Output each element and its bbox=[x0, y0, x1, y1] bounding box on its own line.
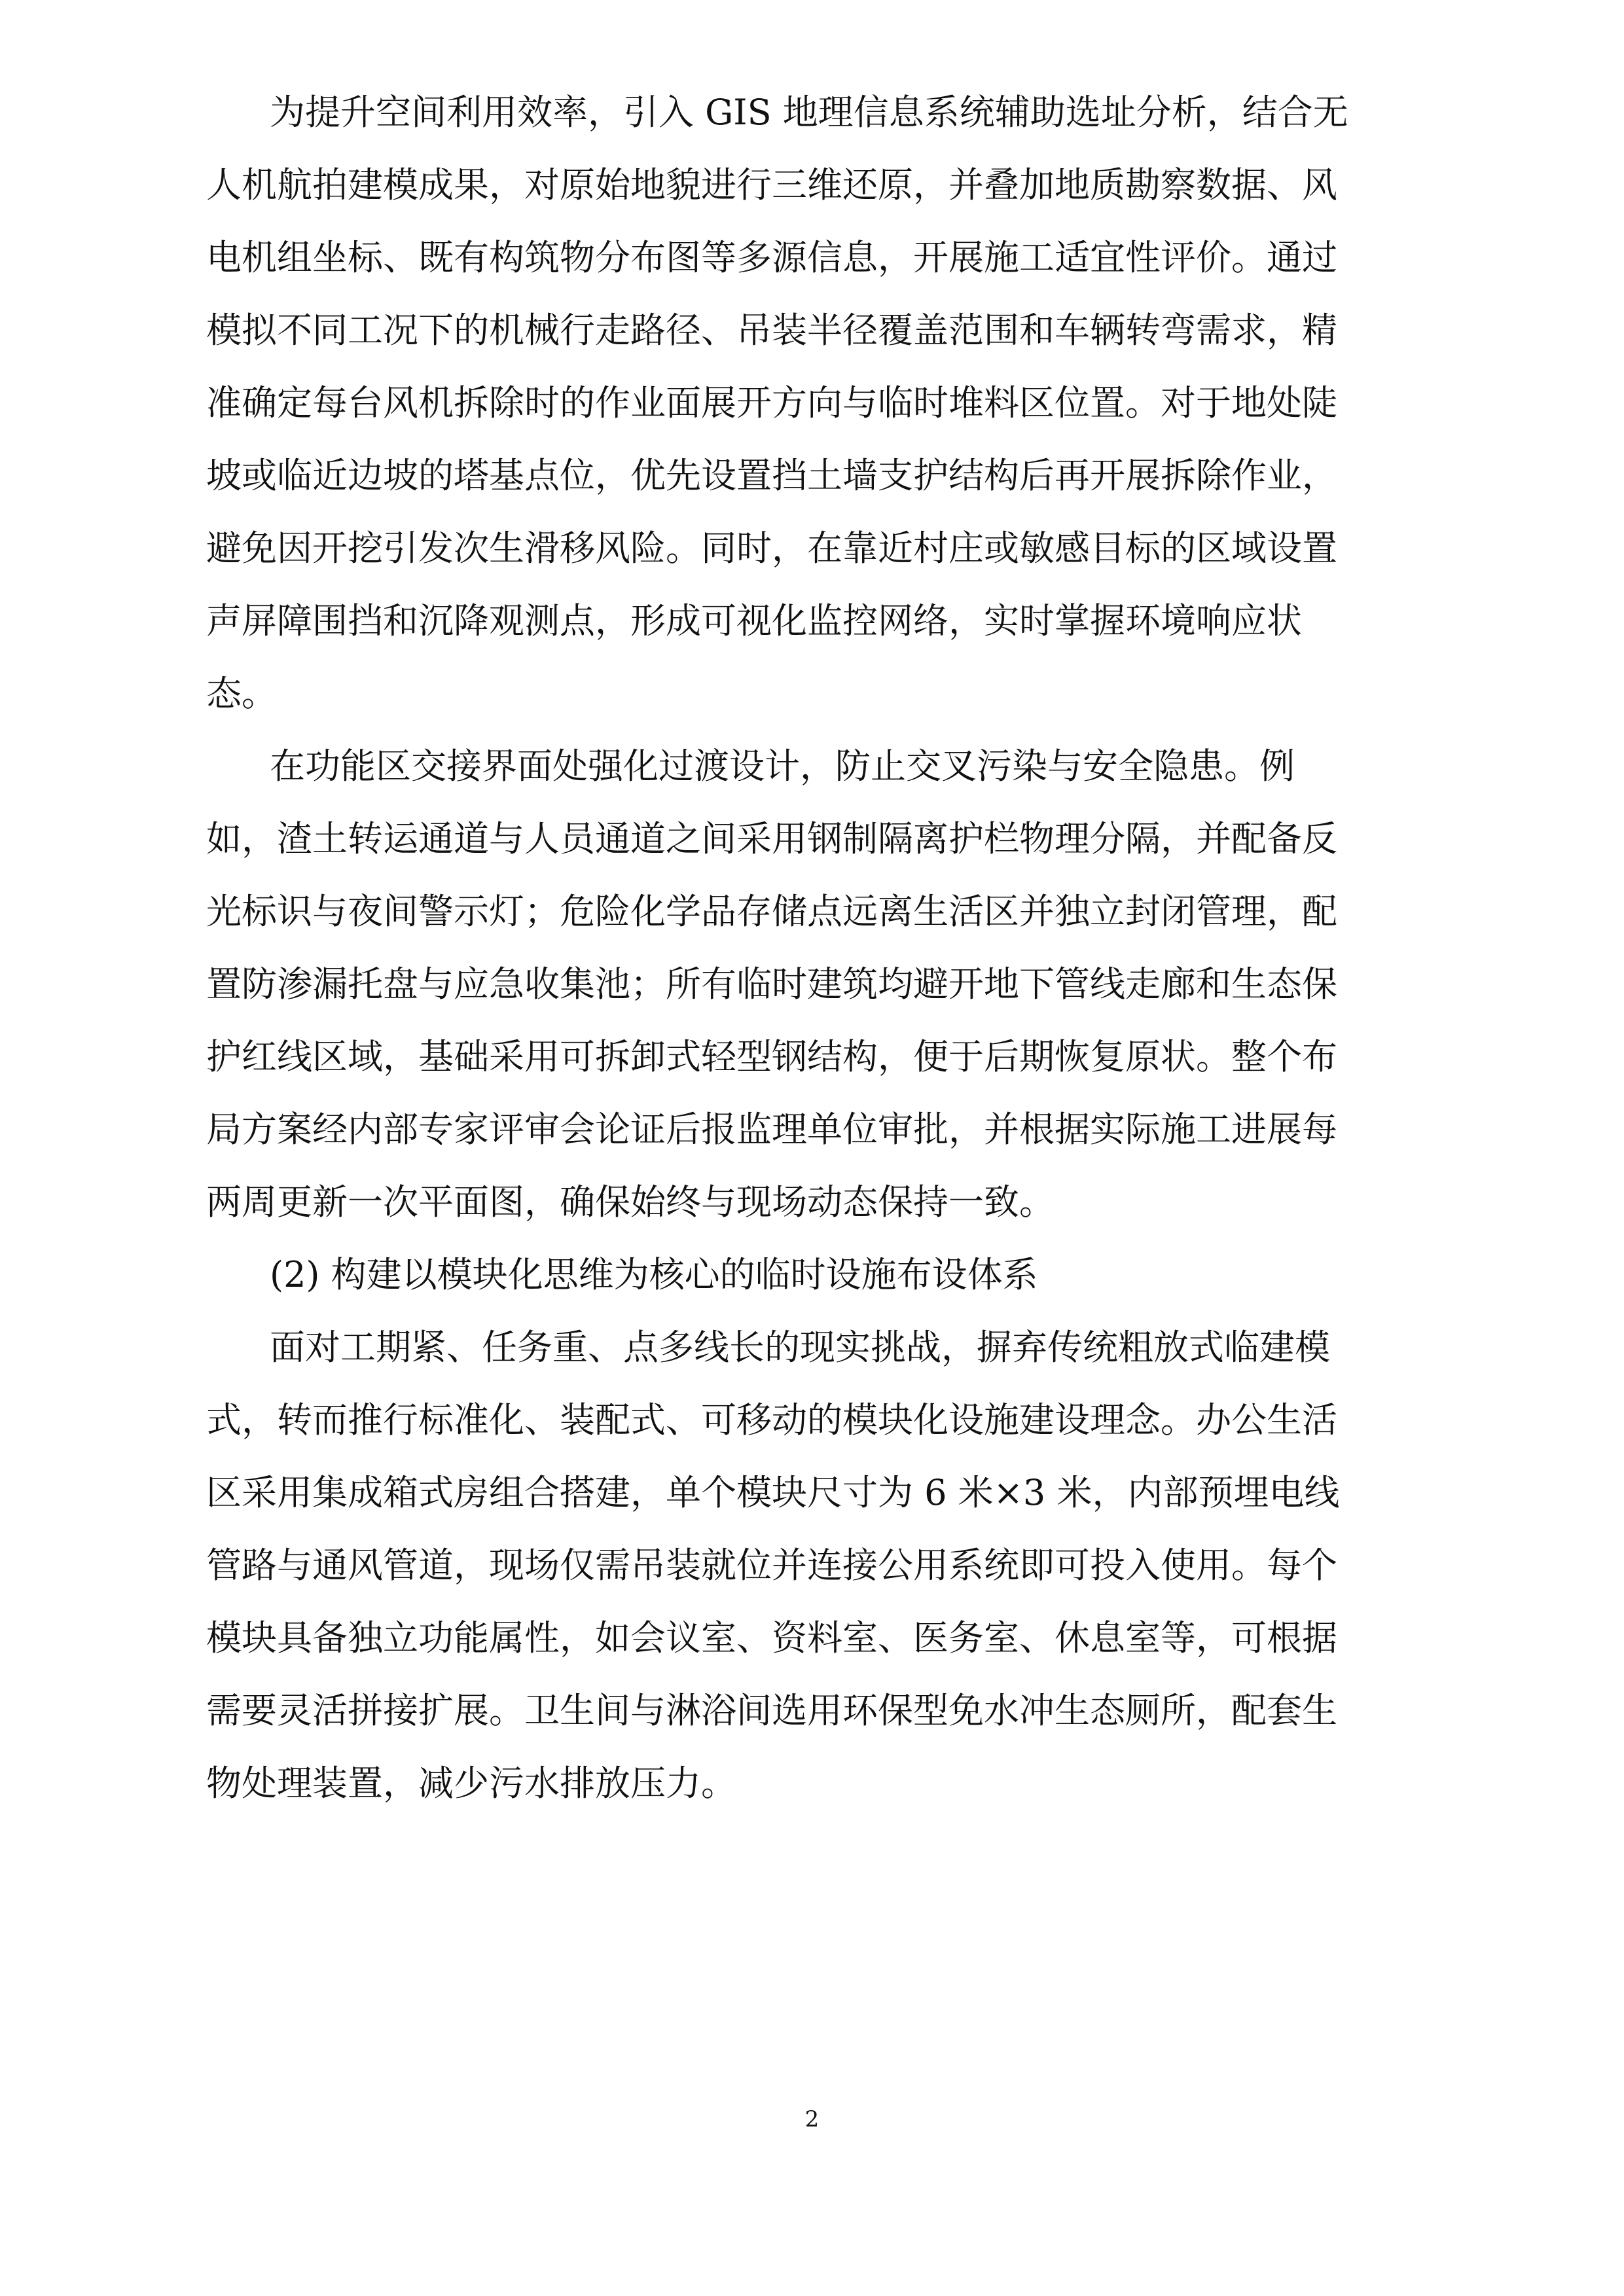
paragraph-line: 护红线区域，基础采用可拆卸式轻型钢结构，便于后期恢复原状。整个布 bbox=[206, 1036, 1337, 1077]
paragraph-line: 避免因开挖引发次生滑移风险。同时，在靠近村庄或敏感目标的区域设置 bbox=[206, 528, 1337, 569]
paragraph-line: 需要灵活拼接扩展。卫生间与淋浴间选用环保型免水冲生态厕所，配套生 bbox=[206, 1690, 1337, 1731]
paragraph-line: 模块具备独立功能属性，如会议室、资料室、医务室、休息室等，可根据 bbox=[206, 1617, 1337, 1659]
paragraph-line: 坡或临近边坡的塔基点位，优先设置挡土墙支护结构后再开展拆除作业， bbox=[206, 455, 1337, 496]
paragraph-line: 电机组坐标、既有构筑物分布图等多源信息，开展施工适宜性评价。通过 bbox=[206, 237, 1337, 278]
paragraph-line: 人机航拍建模成果，对原始地貌进行三维还原，并叠加地质勘察数据、风 bbox=[206, 164, 1337, 206]
paragraph-line: 模拟不同工况下的机械行走路径、吊装半径覆盖范围和车辆转弯需求，精 bbox=[206, 310, 1337, 351]
paragraph-line: 在功能区交接界面处强化过渡设计，防止交叉污染与安全隐患。例 bbox=[270, 745, 1295, 787]
paragraph-line: 式，转而推行标准化、装配式、可移动的模块化设施建设理念。办公生活 bbox=[206, 1399, 1337, 1441]
paragraph-line: 声屏障围挡和沉降观测点，形成可视化监控网络，实时掌握环境响应状 bbox=[206, 600, 1302, 641]
paragraph-line: 如，渣土转运通道与人员通道之间采用钢制隔离护栏物理分隔，并配备反 bbox=[206, 818, 1337, 859]
paragraph-line: 两周更新一次平面图，确保始终与现场动态保持一致。 bbox=[206, 1181, 1055, 1223]
paragraph-line: 光标识与夜间警示灯；危险化学品存储点远离生活区并独立封闭管理，配 bbox=[206, 891, 1337, 932]
paragraph-line: 局方案经内部专家评审会论证后报监理单位审批，并根据实际施工进展每 bbox=[206, 1109, 1337, 1150]
page-number: 2 bbox=[804, 2106, 820, 2132]
paragraph-line: 管路与通风管道，现场仅需吊装就位并连接公用系统即可投入使用。每个 bbox=[206, 1545, 1337, 1586]
paragraph-line: 为提升空间利用效率，引入 GIS 地理信息系统辅助选址分析，结合无 bbox=[270, 92, 1348, 133]
paragraph-line: 置防渗漏托盘与应急收集池；所有临时建筑均避开地下管线走廊和生态保 bbox=[206, 963, 1337, 1005]
paragraph-line: 准确定每台风机拆除时的作业面展开方向与临时堆料区位置。对于地处陡 bbox=[206, 382, 1337, 423]
paragraph-line: 物处理装置，减少污水排放压力。 bbox=[206, 1763, 736, 1804]
paragraph-line: 态。 bbox=[206, 673, 277, 714]
section-heading: (2) 构建以模块化思维为核心的临时设施布设体系 bbox=[270, 1254, 1038, 1295]
paragraph-line: 面对工期紧、任务重、点多线长的现实挑战，摒弃传统粗放式临建模 bbox=[270, 1327, 1330, 1368]
paragraph-line: 区采用集成箱式房组合搭建，单个模块尺寸为 6 米×3 米，内部预埋电线 bbox=[206, 1472, 1340, 1513]
